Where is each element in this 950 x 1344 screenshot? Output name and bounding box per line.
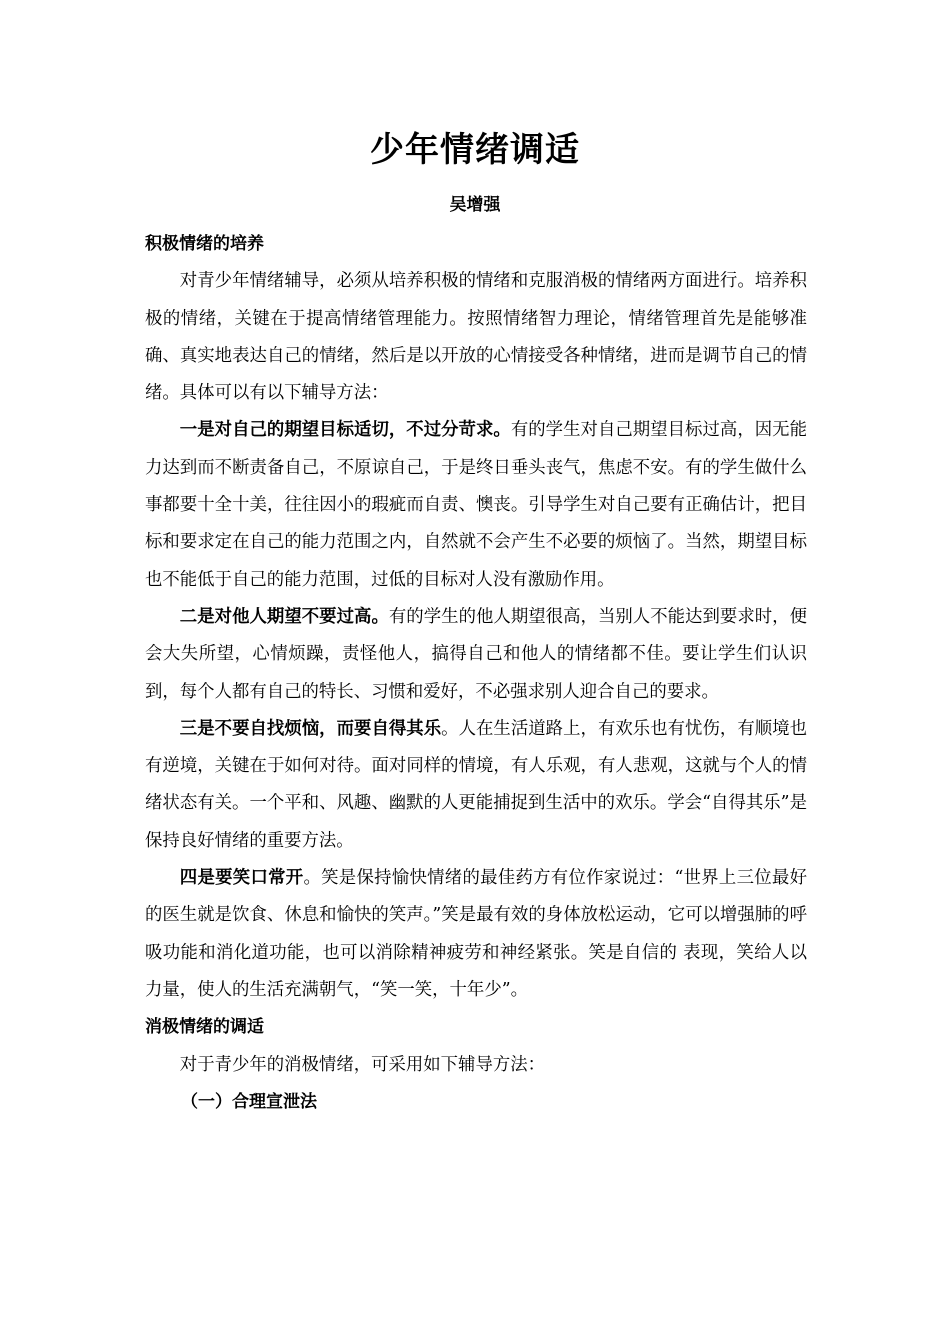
section-heading-positive: 积极情绪的培养 <box>145 234 264 254</box>
method-3-lead: 三是不要自找烦恼，而要自得其乐 <box>179 718 442 739</box>
intro-paragraph: 对青少年情绪辅导，必须从培养积极的情绪和克服消极的情绪两方面进行。培养积极的情绪，关键在于提高情绪管理能力。按照情绪智力理论，情绪管理首先是能够准确、真实地表达自己的情绪，然后是以开放的心情接受各种情绪，进而是调节自己的情绪。具体可以有以下辅导方法： <box>145 271 807 404</box>
subsection-heading-catharsis: （一）合理宣泄法 <box>181 1091 317 1112</box>
section-heading-negative: 消极情绪的调适 <box>145 1017 264 1038</box>
document-body <box>145 226 807 1121</box>
method-2-paragraph <box>145 599 807 711</box>
method-2-text: 有的学生的他人期望很高，当别人不能达到要求时，便会大失所望，心情烦躁，责怪他人，搞得自己和他人的情绪都不佳。要让学生们认识到，每个人都有自己的特长、习惯和爱好，不必强求别人迎合自己的要求。 <box>145 606 807 702</box>
document-title: 少年情绪调适 <box>370 130 580 170</box>
method-2-lead: 二是对他人期望不要过高。 <box>179 606 389 627</box>
method-4-lead: 四是要笑口常开 <box>179 868 304 889</box>
method-3-text: 。人在生活道路上，有欢乐也有忧伤，有顺境也有逆境，关键在于如何对待。面对同样的情境，有人乐观，有人悲观，这就与个人的情绪状态有关。一个平和、风趣、幽默的人更能捕捉到生活中的欢乐。学会“自得其乐”是保持良好情绪的重要方法。 <box>145 718 807 851</box>
section-2-intro: 对于青少年的消极情绪，可采用如下辅导方法： <box>179 1054 546 1075</box>
method-4-text: 。笑是保持愉快情绪的最佳药方有位作家说过：“世界上三位最好的医生就是饮食、休息和愉快的笑声。”笑是最有效的身体放松运动，它可以增强肺的呼吸功能和消化道功能，也可以消除精神疲劳和神经紧张。笑是自信的 表现，笑给人以力量，使人的生活充满朝气，“笑一笑，十年少”。 <box>145 868 807 1000</box>
method-4-paragraph <box>145 860 807 1009</box>
document-author: 吴增强 <box>449 195 501 215</box>
method-1-paragraph <box>145 412 807 598</box>
method-1-lead: 一是对自己的期望目标适切，不过分苛求。 <box>179 420 511 441</box>
method-3-paragraph <box>145 711 807 860</box>
method-1-text: 有的学生对自己期望目标过高，因无能力达到而不断责备自己，不原谅自己，于是终日垂头丧气，焦虑不安。有的学生做什么事都要十全十美，往往因小的瑕疵而自责、懊丧。引导学生对自己要有正确估计，把目标和要求定在自己的能力范围之内，自然就不会产生不必要的烦恼了。当然，期望目标也不能低于自己的能力范围，过低的目标对人没有激励作用。 <box>145 420 807 590</box>
